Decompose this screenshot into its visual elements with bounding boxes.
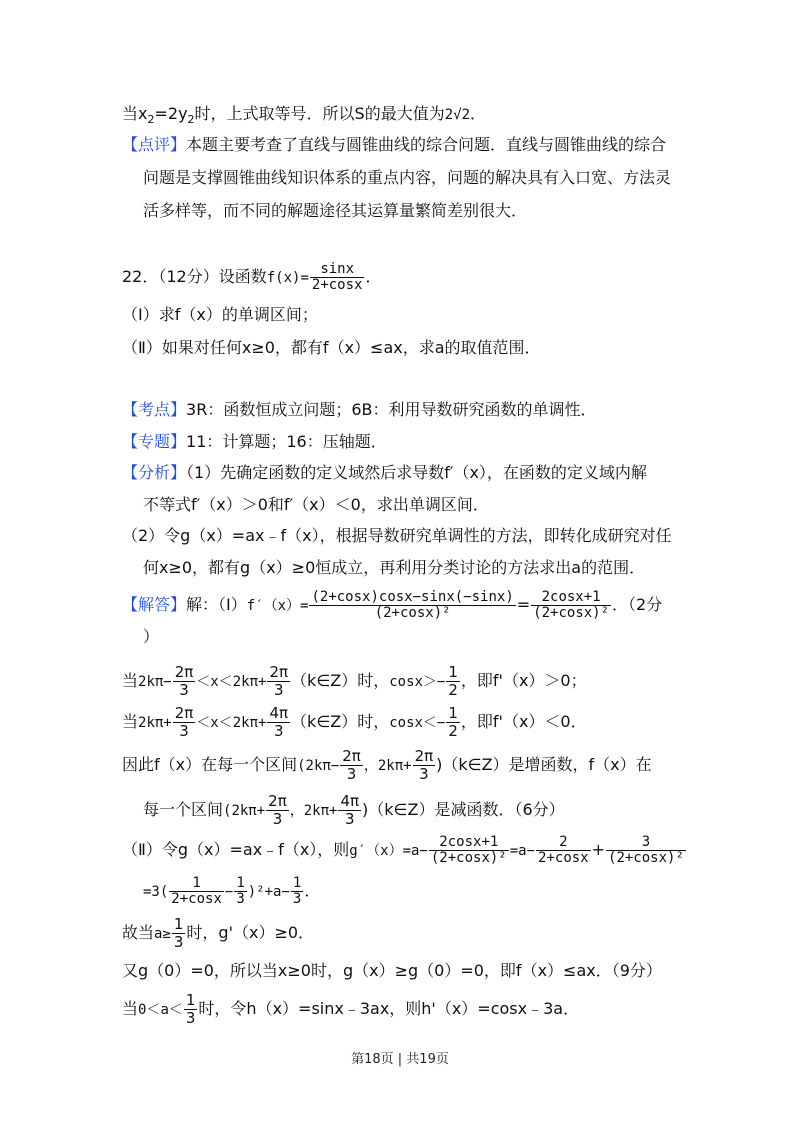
solution-line-1: 【解答】解：（Ⅰ）f′（x）= $\frac{(2+\cos x)\cos x-\sin x(-\sin x)}{\text{(2+cosx)²}}$ = $\frac{2\cos x+1}{\text{(2+cosx)²}}$ ．（2分 bbox=[122, 589, 663, 621]
fraction: $\frac{1}{2+\cos x}$ bbox=[171, 875, 222, 907]
fraction: $\frac{2\cos x+1}{\text{(2+cosx)²}}$ bbox=[533, 589, 610, 621]
fraction: $\frac{1}{3}$ bbox=[173, 915, 184, 951]
knowledge-point-line: 【考点】3R：函数恒成立问题；6B：利用导数研究函数的单调性． bbox=[122, 400, 597, 419]
case-a-lt-third: 当0＜a＜ $\frac{1}{3}$ 时，令h（x）=sinx﹣3ax，则h'（x）=cosx﹣3a． bbox=[122, 991, 580, 1027]
increasing-interval: 因此f（x）在每一个区间(2kπ− $\frac{2\pi}{3}$ ，2kπ+ $\frac{2\pi}{3}$ )（k∈Z）是增函数，f（x）在 bbox=[122, 747, 652, 783]
question-22-part-1: （Ⅰ）求f（x）的单调区间； bbox=[122, 305, 318, 324]
fraction: $\frac{1}{2}$ bbox=[448, 704, 458, 740]
fraction: $\frac{1}{3}$ bbox=[292, 875, 302, 907]
fraction: $\frac{3}{\text{(2+cosx)²}}$ bbox=[608, 834, 684, 866]
topic-tag: 【专题】 bbox=[122, 432, 187, 451]
g-derivative-square-form: =3( $\frac{1}{2+\cos x}$ − $\frac{1}{3}$ )²+a− $\frac{1}{3}$ ． bbox=[143, 875, 321, 907]
question-22: 22．（12分）设函数f(x)= $\frac{\sin x}{2+\cos x}$ ． bbox=[122, 261, 382, 293]
fraction: $\frac{\sin x}{2+\cos x}$ bbox=[311, 261, 363, 293]
analysis-tag: 【分析】 bbox=[122, 463, 187, 482]
question-22-part-2: （Ⅱ）如果对任何x≥0，都有f（x）≤ax，求a的取值范围． bbox=[122, 338, 541, 357]
fraction: $\frac{4\pi}{3}$ bbox=[269, 704, 289, 740]
comment-line-3: 活多样等，而不同的解题途径其运算量繁简差别很大． bbox=[143, 201, 528, 220]
case-a-ge-third: 故当a≥ $\frac{1}{3}$ 时，g'（x）≥0． bbox=[122, 915, 315, 951]
page-footer: 第18页 | 共19页 bbox=[351, 1052, 449, 1067]
analysis-line-1: 【分析】（1）先确定函数的定义域然后求导数f′（x），在函数的定义域内解 bbox=[122, 463, 647, 482]
fraction: $\frac{1}{3}$ bbox=[236, 875, 245, 907]
decreasing-condition: 当2kπ+ $\frac{2\pi}{3}$ ＜x＜2kπ+ $\frac{4\pi}{3}$ （k∈Z）时，cosx＜− $\frac{1}{2}$ ，即f'（x）＜0． bbox=[122, 704, 587, 740]
increasing-condition: 当2kπ− $\frac{2\pi}{3}$ ＜x＜2kπ+ $\frac{2\pi}{3}$ （k∈Z）时，cosx＞− $\frac{1}{2}$ ，即f'（x）＞0； bbox=[122, 663, 587, 699]
fraction: $\frac{2\pi}{3}$ bbox=[414, 747, 434, 783]
fraction: $\frac{4\pi}{3}$ bbox=[340, 792, 360, 828]
knowledge-point-tag: 【考点】 bbox=[122, 400, 187, 419]
comment-tag: 【点评】 bbox=[122, 135, 187, 154]
solution-line-close: ） bbox=[143, 627, 160, 646]
fraction: $\frac{2}{2+\cos x}$ bbox=[538, 834, 589, 866]
conclusion-line: 又g（0）=0，所以当x≥0时，g（x）≥g（0）=0，即f（x）≤ax．（9分） bbox=[122, 961, 662, 980]
analysis-line-2: 不等式f′（x）＞0和f′（x）＜0，求出单调区间． bbox=[143, 495, 489, 514]
fraction: $\frac{2\pi}{3}$ bbox=[268, 792, 287, 828]
fraction: $\frac{2\pi}{3}$ bbox=[269, 663, 289, 699]
comment-line-2: 问题是支撑圆锥曲线知识体系的重点内容，问题的解决具有入口宽、方法灵 bbox=[143, 168, 672, 187]
fraction: $\frac{1}{3}$ bbox=[185, 991, 196, 1027]
fraction: $\frac{2\pi}{3}$ bbox=[342, 747, 361, 783]
topic-line: 【专题】11：计算题；16：压轴题． bbox=[122, 432, 387, 451]
fraction: $\frac{(2+\cos x)\cos x-\sin x(-\sin x)}{\text{(2+cosx)²}}$ bbox=[311, 589, 514, 621]
analysis-line-3: （2）令g（x）=ax﹣f（x），根据导数研究单调性的方法，即转化成研究对任 bbox=[122, 526, 672, 545]
comment-line-1: 【点评】本题主要考查了直线与圆锥曲线的综合问题．直线与圆锥曲线的综合 bbox=[122, 135, 667, 154]
fraction: $\frac{1}{2}$ bbox=[448, 663, 458, 699]
analysis-line-4: 何x≥0，都有g（x）≥0恒成立，再利用分类讨论的方法求出a的范围． bbox=[143, 558, 646, 577]
g-derivative-line: （Ⅱ）令g（x）=ax﹣f（x），则g′（x）=a− $\frac{2\cos x+1}{\text{(2+cosx)²}}$ =a− $\frac{2}{2+\cos x}$ + $\frac{3}{\text{(2+cosx)²}}$ bbox=[122, 834, 684, 866]
line-s-max: 当$x_2=2y_2$时，上式取等号．所以S的最大值为2√2． bbox=[122, 104, 487, 127]
solution-tag: 【解答】 bbox=[122, 595, 187, 614]
decreasing-interval: 每一个区间(2kπ+ $\frac{2\pi}{3}$ ，2kπ+ $\frac{4\pi}{3}$ )（k∈Z）是减函数．（6分） bbox=[143, 792, 565, 828]
fraction: $\frac{2\cos x+1}{\text{(2+cosx)²}}$ bbox=[430, 834, 507, 866]
fraction: $\frac{2\pi}{3}$ bbox=[174, 704, 194, 740]
fraction: $\frac{2\pi}{3}$ bbox=[174, 663, 194, 699]
